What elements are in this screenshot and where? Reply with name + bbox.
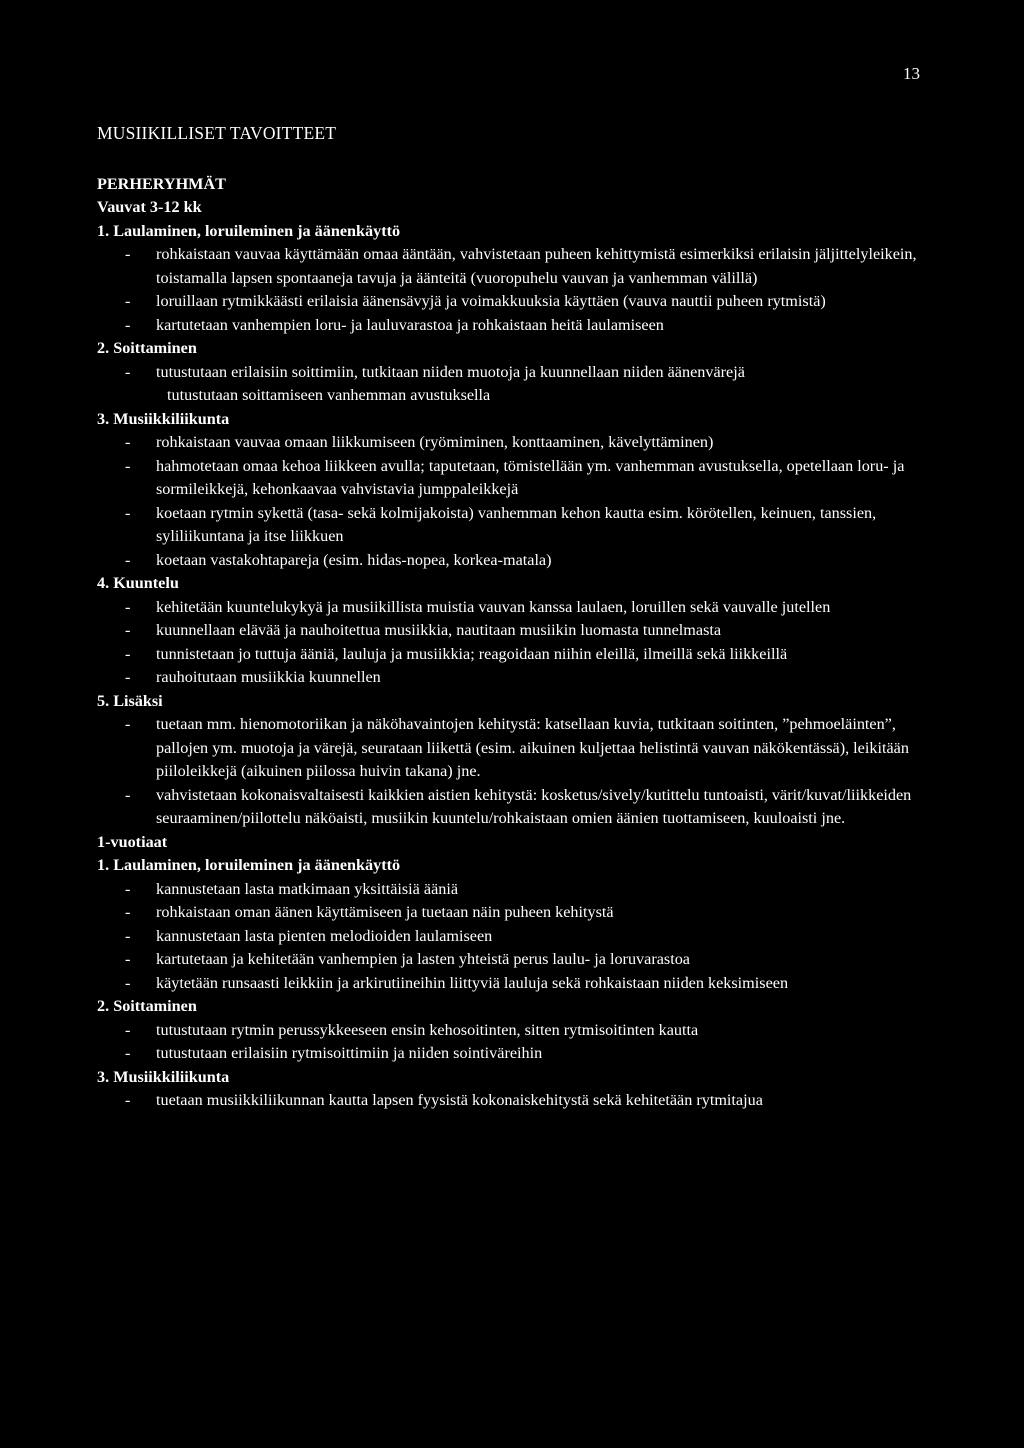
age-title: 1-vuotiaat: [97, 832, 168, 851]
item-list: [97, 1089, 927, 1113]
group-title: PERHERYHMÄT: [97, 174, 226, 193]
list-item: - koetaan rytmin sykettä (tasa- sekä kolmijakoista) vanhemman kehon kautta esim. körötellen, keinuen, tanssien, syliliikuntana ja itse liikkuen: [125, 503, 877, 545]
age-title: Vauvat 3-12 kk: [97, 198, 202, 216]
subsection-laulaminen: [97, 220, 927, 338]
list-item: - kuunnellaan elävää ja nauhoitettua musiikkia, nautitaan musiikin luomasta tunnelmasta: [125, 621, 722, 639]
subsection-title: 5. Lisäksi: [97, 691, 163, 710]
page-number: 13: [903, 64, 920, 83]
subsection-title: 3. Musiikkiliikunta: [97, 409, 230, 428]
document-content: [97, 122, 927, 1113]
list-item-continuation: tutustutaan soittamiseen vanhemman avustuksella: [167, 386, 491, 404]
age-section-vauvat: [97, 196, 927, 831]
subsection-title: 1. Laulaminen, loruileminen ja äänenkäyttö: [97, 221, 401, 240]
subsection-soittaminen: [97, 995, 927, 1066]
item-list: [97, 431, 927, 572]
list-item: - tunnistetaan jo tuttuja ääniä, lauluja ja musiikkia; reagoidaan niihin eleillä, ilmeillä sekä liikkeillä: [125, 644, 788, 663]
subsection-title: 3. Musiikkiliikunta: [97, 1067, 230, 1086]
list-item: - rohkaistaan vauvaa omaan liikkumiseen (ryömiminen, konttaaminen, kävelyttäminen): [125, 433, 714, 451]
subsection-musiikkiliikunta: [97, 408, 927, 573]
list-item: - rohkaistaan vauvaa käyttämään omaa ääntään, vahvistetaan puheen kehittymistä esimerkiksi erilaisin jäljittelyleikein, toistamalla lapsen spontaaneja tavuja ja äänteitä (vuoropuhelu vauvan ja vanhemman välillä): [125, 245, 917, 287]
list-item: - tuetaan mm. hienomotoriikan ja näköhavaintojen kehitystä: katsellaan kuvia, tutkitaan soitinten, ”pehmoeläinten”, pallojen ym. muotoja ja värejä, seurataan liikettä (esim. aikuinen kuljettaa helistintä vauvan näkökentässä), leikitään piiloleikkejä (aikuinen piilossa huivin takana) jne.: [125, 715, 909, 780]
list-item: - tutustutaan rytmin perussykkeeseen ensin kehosoitinten, sitten rytmisoitinten kautta: [125, 1020, 699, 1039]
list-item: - tutustutaan erilaisiin rytmisoittimiin ja niiden sointiväreihin: [125, 1044, 543, 1062]
list-item: - kartutetaan ja kehitetään vanhempien ja lasten yhteistä perus laulu- ja loruvarastoa: [125, 950, 690, 968]
list-item: - kannustetaan lasta matkimaan yksittäisiä ääniä: [125, 879, 459, 898]
list-item: - rauhoitutaan musiikkia kuunnellen: [125, 668, 381, 686]
list-item: - hahmotetaan omaa kehoa liikkeen avulla; taputetaan, tömistellään ym. vanhemman avustuksella, opetellaan loru- ja sormileikkejä, kehonkaavaa vahvistavia jumppaleikkejä: [125, 456, 905, 498]
list-item: - vahvistetaan kokonaisvaltaisesti kaikkien aistien kehitystä: kosketus/sively/kutittelu tuntoaisti, värit/kuvat/liikkeiden seuraaminen/piilottelu näköaisti, musiikin kuuntelu/rohkaistaan omien äänien tuottamiseen, kuuloaisti jne.: [125, 785, 912, 827]
item-list: [97, 361, 927, 385]
document-title: MUSIIKILLISET TAVOITTEET: [97, 123, 337, 143]
subsection-title: 2. Soittaminen: [97, 339, 197, 357]
list-item: - tutustutaan erilaisiin soittimiin, tutkitaan niiden muotoja ja kuunnellaan niiden äänenvärejä: [125, 362, 745, 381]
list-item: - käytetään runsaasti leikkiin ja arkirutiineihin liittyviä lauluja sekä rohkaistaan niiden keksimiseen: [125, 973, 789, 992]
item-list: [97, 243, 927, 337]
item-list: [97, 596, 927, 690]
subsection-kuuntelu: [97, 572, 927, 690]
subsection-soittaminen: [97, 337, 927, 408]
subsection-musiikkiliikunta: [97, 1066, 927, 1113]
list-item: - kehitetään kuuntelukykyä ja musiikillista muistia vauvan kanssa laulaen, loruillen sekä vauvalle jutellen: [125, 597, 831, 616]
list-item: - kannustetaan lasta pienten melodioiden laulamiseen: [125, 926, 493, 945]
item-list: [97, 878, 927, 996]
subsection-title: 4. Kuuntelu: [97, 574, 179, 592]
subsection-lisaksi: [97, 690, 927, 831]
subsection-title: 1. Laulaminen, loruileminen ja äänenkäyttö: [97, 856, 401, 874]
subsection-title: 2. Soittaminen: [97, 997, 197, 1015]
list-item: - koetaan vastakohtapareja (esim. hidas-nopea, korkea-matala): [125, 550, 552, 569]
list-item: - rohkaistaan oman äänen käyttämiseen ja tuetaan näin puheen kehitystä: [125, 903, 614, 921]
subsection-laulaminen: [97, 854, 927, 995]
item-list: [97, 1019, 927, 1066]
item-list: [97, 713, 927, 831]
list-item: - loruillaan rytmikkäästi erilaisia äänensävyjä ja voimakkuuksia käyttäen (vauva nauttii puheen rytmistä): [125, 292, 826, 310]
age-section-1-vuotiaat: [97, 831, 927, 1113]
list-item: - kartutetaan vanhempien loru- ja lauluvarastoa ja rohkaistaan heitä laulamiseen: [125, 315, 664, 334]
list-item: - tuetaan musiikkiliikunnan kautta lapsen fyysistä kokonaiskehitystä sekä kehitetään rytmitajua: [125, 1091, 763, 1109]
